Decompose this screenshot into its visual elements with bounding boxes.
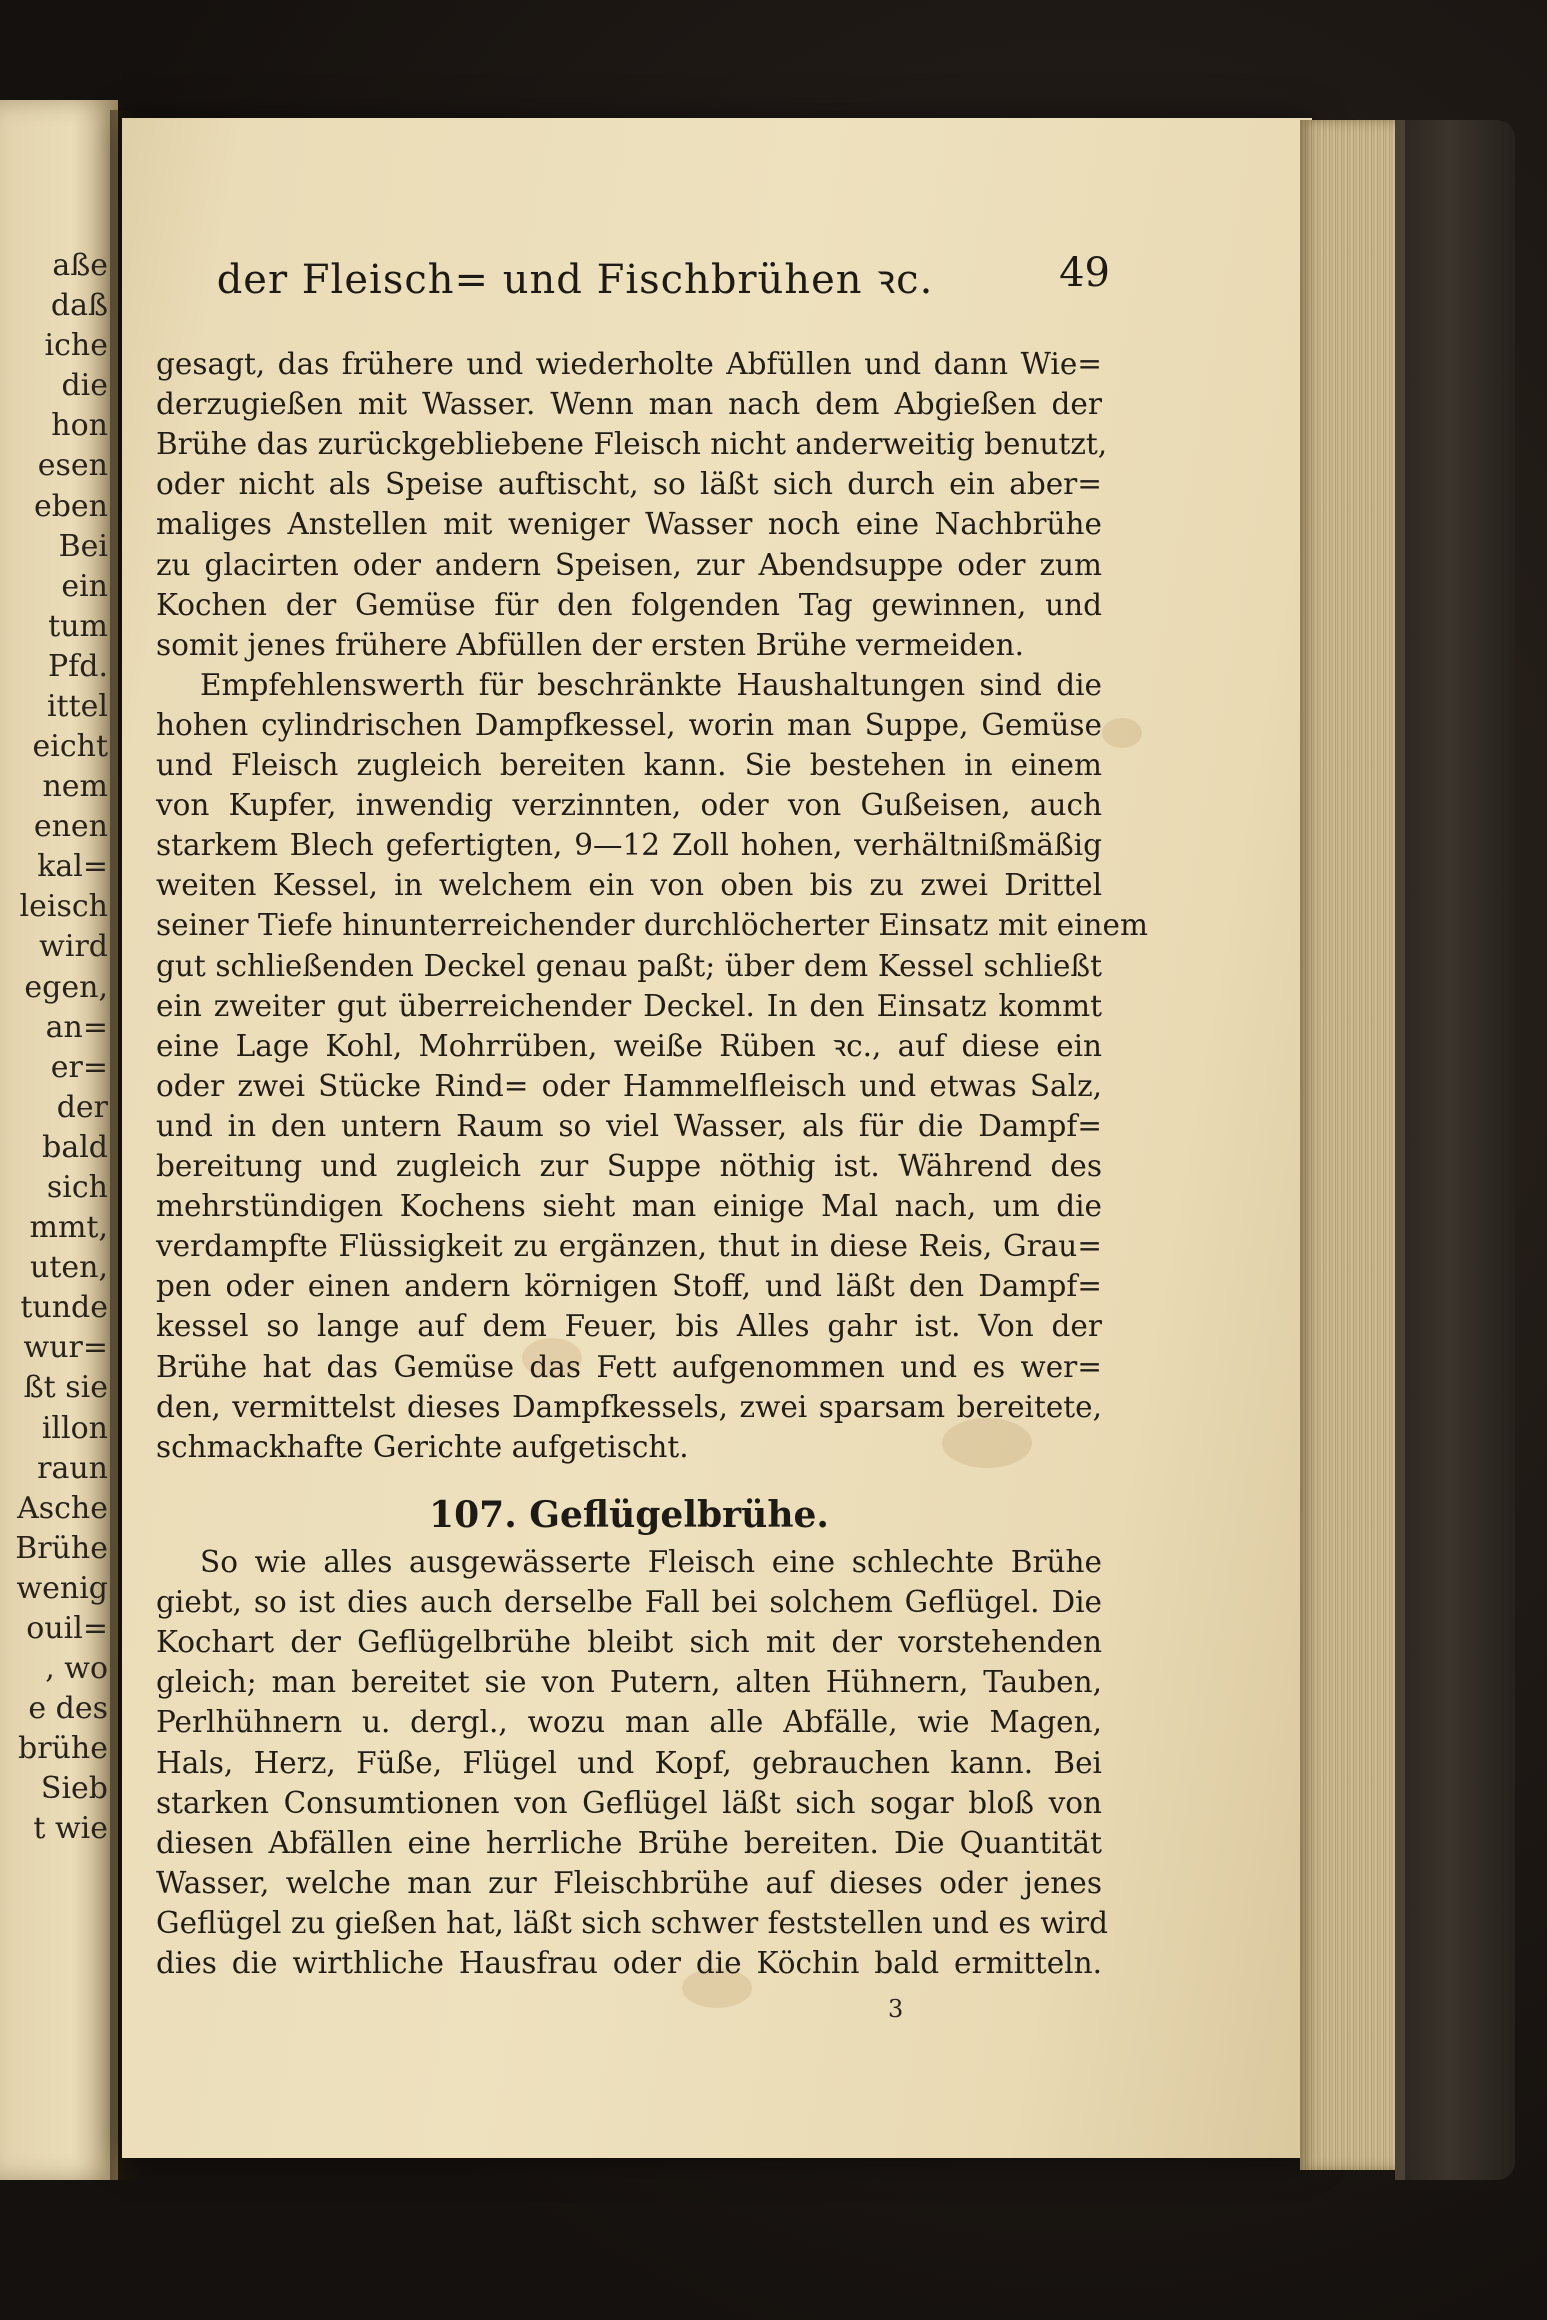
text-line: Empfehlenswerth für beschränkte Haushaltungen sind die xyxy=(200,667,1102,702)
previous-page-fragment: tum xyxy=(48,608,108,644)
previous-page-fragment: brühe xyxy=(18,1731,108,1767)
text-line: So wie alles ausgewässerte Fleisch eine schlechte Brühe xyxy=(200,1545,1102,1579)
page-number: 49 xyxy=(1059,250,1110,296)
previous-page-fragment: , wo xyxy=(45,1651,108,1687)
previous-page-fragment: raun xyxy=(37,1450,108,1486)
previous-page-fragment: ouil= xyxy=(26,1610,108,1646)
text-line: hohen cylindrischen Dampfkessel, worin man Suppe, Gemüse xyxy=(156,707,1102,742)
text-line: seiner Tiefe hinunterreichender durchlöcherter Einsatz mit einem xyxy=(156,908,1148,943)
text-line: Brühe hat das Gemüse das Fett aufgenommen und es wer= xyxy=(156,1349,1102,1384)
text-line: schmackhafte Gerichte aufgetischt. xyxy=(156,1429,689,1464)
text-line: weiten Kessel, in welchem ein von oben bis zu zwei Drittel xyxy=(156,868,1102,903)
previous-page-fragment: aße xyxy=(52,248,108,283)
text-line: und in den untern Raum so viel Wasser, als für die Dampf= xyxy=(156,1108,1102,1143)
running-header xyxy=(160,250,1110,310)
previous-page-fragment: egen, xyxy=(24,969,108,1005)
page-edges xyxy=(1300,120,1410,2170)
text-line: diesen Abfällen eine herrliche Brühe bereiten. Die Quantität xyxy=(156,1825,1102,1860)
text-line: mehrstündigen Kochens sieht man einige Mal nach, um die xyxy=(156,1189,1102,1224)
previous-page-fragment: er= xyxy=(50,1049,108,1085)
header-title: der Fleisch= und Fischbrühen ꝛc. xyxy=(216,257,934,303)
text-line: Kochen der Gemüse für den folgenden Tag gewinnen, und xyxy=(156,587,1102,622)
previous-page-fragment: nem xyxy=(42,769,108,805)
previous-page-fragment: hon xyxy=(51,408,108,444)
text-line: Perlhühnern u. dergl., wozu man alle Abfälle, wie Magen, xyxy=(156,1705,1102,1740)
previous-page-fragment: leisch xyxy=(19,889,108,925)
text-line: pen oder einen andern körnigen Stoff, und läßt den Dampf= xyxy=(156,1269,1102,1304)
previous-page-fragment: eben xyxy=(33,488,108,524)
text-line: dies die wirthliche Hausfrau oder die Köchin bald ermitteln. xyxy=(156,1946,1102,1980)
previous-page-fragment: mmt, xyxy=(29,1210,108,1246)
text-line: maliges Anstellen mit weniger Wasser noch eine Nachbrühe xyxy=(156,507,1102,542)
text-line: Hals, Herz, Füße, Flügel und Kopf, gebrauchen kann. Bei xyxy=(156,1745,1102,1780)
text-line: giebt, so ist dies auch derselbe Fall bei solchem Geflügel. Die xyxy=(156,1585,1102,1620)
previous-page-fragment: Sieb xyxy=(40,1771,108,1807)
text-line: Kochart der Geflügelbrühe bleibt sich mit der vorstehenden xyxy=(156,1625,1102,1660)
text-line: und Fleisch zugleich bereiten kann. Sie bestehen in einem xyxy=(156,748,1102,782)
text-line: den, vermittelst dieses Dampfkessels, zwei sparsam bereitete, xyxy=(156,1389,1102,1424)
previous-page-fragment: eicht xyxy=(32,729,108,765)
previous-page-fragment: t wie xyxy=(33,1811,108,1847)
book-cover xyxy=(1405,120,1515,2180)
text-line: Brühe das zurückgebliebene Fleisch nicht anderweitig benutzt, xyxy=(156,427,1108,462)
previous-page-fragment: enen xyxy=(33,809,108,845)
text-line: eine Lage Kohl, Mohrrüben, weiße Rüben ꝛc., auf diese ein xyxy=(156,1028,1102,1063)
previous-page-fragment: ßt sie xyxy=(23,1370,108,1406)
previous-page-fragment: kal= xyxy=(37,849,108,885)
previous-page-fragment: Brühe xyxy=(15,1530,108,1566)
previous-page-fragment: der xyxy=(56,1089,108,1125)
previous-page-fragment: bald xyxy=(42,1129,108,1165)
previous-page-fragment: iche xyxy=(44,328,108,364)
text-line: starken Consumtionen von Geflügel läßt sich sogar bloß von xyxy=(156,1785,1102,1820)
previous-page-fragment: die xyxy=(61,368,108,404)
text-line: ein zweiter gut überreichender Deckel. In den Einsatz kommt xyxy=(156,988,1102,1023)
previous-page-fragment: Asche xyxy=(17,1490,108,1526)
text-line: kessel so lange auf dem Feuer, bis Alles gahr ist. Von der xyxy=(156,1309,1102,1344)
previous-page-fragment: ittel xyxy=(46,688,108,724)
text-line: verdampfte Flüssigkeit zu ergänzen, thut in diese Reis, Grau= xyxy=(156,1229,1102,1264)
text-line: derzugießen mit Wasser. Wenn man nach dem Abgießen der xyxy=(156,387,1102,422)
text-line: Wasser, welche man zur Fleischbrühe auf dieses oder jenes xyxy=(156,1865,1102,1900)
previous-page-fragment: esen xyxy=(37,448,108,484)
text-line: somit jenes frühere Abfüllen der ersten Brühe vermeiden. xyxy=(156,627,1024,662)
previous-page-fragment: daß xyxy=(50,288,108,324)
signature-mark: 3 xyxy=(888,1995,904,2023)
previous-page-fragment: ein xyxy=(61,568,108,604)
text-line: Geflügel zu gießen hat, läßt sich schwer feststellen und es wird xyxy=(156,1905,1108,1940)
previous-page-fragment: sich xyxy=(46,1170,108,1205)
previous-page-fragment: tunde xyxy=(20,1290,108,1326)
previous-page-fragment: e des xyxy=(28,1691,108,1727)
text-line: starkem Blech gefertigten, 9—12 Zoll hohen, verhältnißmäßig xyxy=(156,828,1102,863)
text-line: von Kupfer, inwendig verzinnten, oder von Gußeisen, auch xyxy=(156,788,1102,823)
text-line: gesagt, das frühere und wiederholte Abfüllen und dann Wie= xyxy=(156,347,1102,381)
previous-page-fragment: Pfd. xyxy=(47,648,108,684)
previous-page-fragment: wenig xyxy=(16,1570,108,1606)
text-line: oder nicht als Speise auftischt, so läßt sich durch ein aber= xyxy=(156,467,1102,502)
previous-page-fragment: illon xyxy=(41,1410,108,1446)
text-line: gleich; man bereitet sie von Putern, alten Hühnern, Tauben, xyxy=(156,1665,1102,1700)
previous-page-fragment: an= xyxy=(45,1009,108,1045)
text-line: oder zwei Stücke Rind= oder Hammelfleisch und etwas Salz, xyxy=(156,1068,1102,1103)
previous-page-fragment: uten, xyxy=(30,1250,108,1286)
text-line: zu glacirten oder andern Speisen, zur Abendsuppe oder zum xyxy=(156,547,1102,582)
text-line: gut schließenden Deckel genau paßt; über dem Kessel schließt xyxy=(156,948,1102,983)
previous-page-fragment: wird xyxy=(39,929,108,965)
previous-page-fragment: wur= xyxy=(23,1330,108,1366)
text-line: bereitung und zugleich zur Suppe nöthig ist. Während des xyxy=(156,1149,1102,1183)
previous-page-fragment: Bei xyxy=(58,528,108,564)
section-heading: 107. Geflügelbrühe. xyxy=(429,1494,829,1536)
